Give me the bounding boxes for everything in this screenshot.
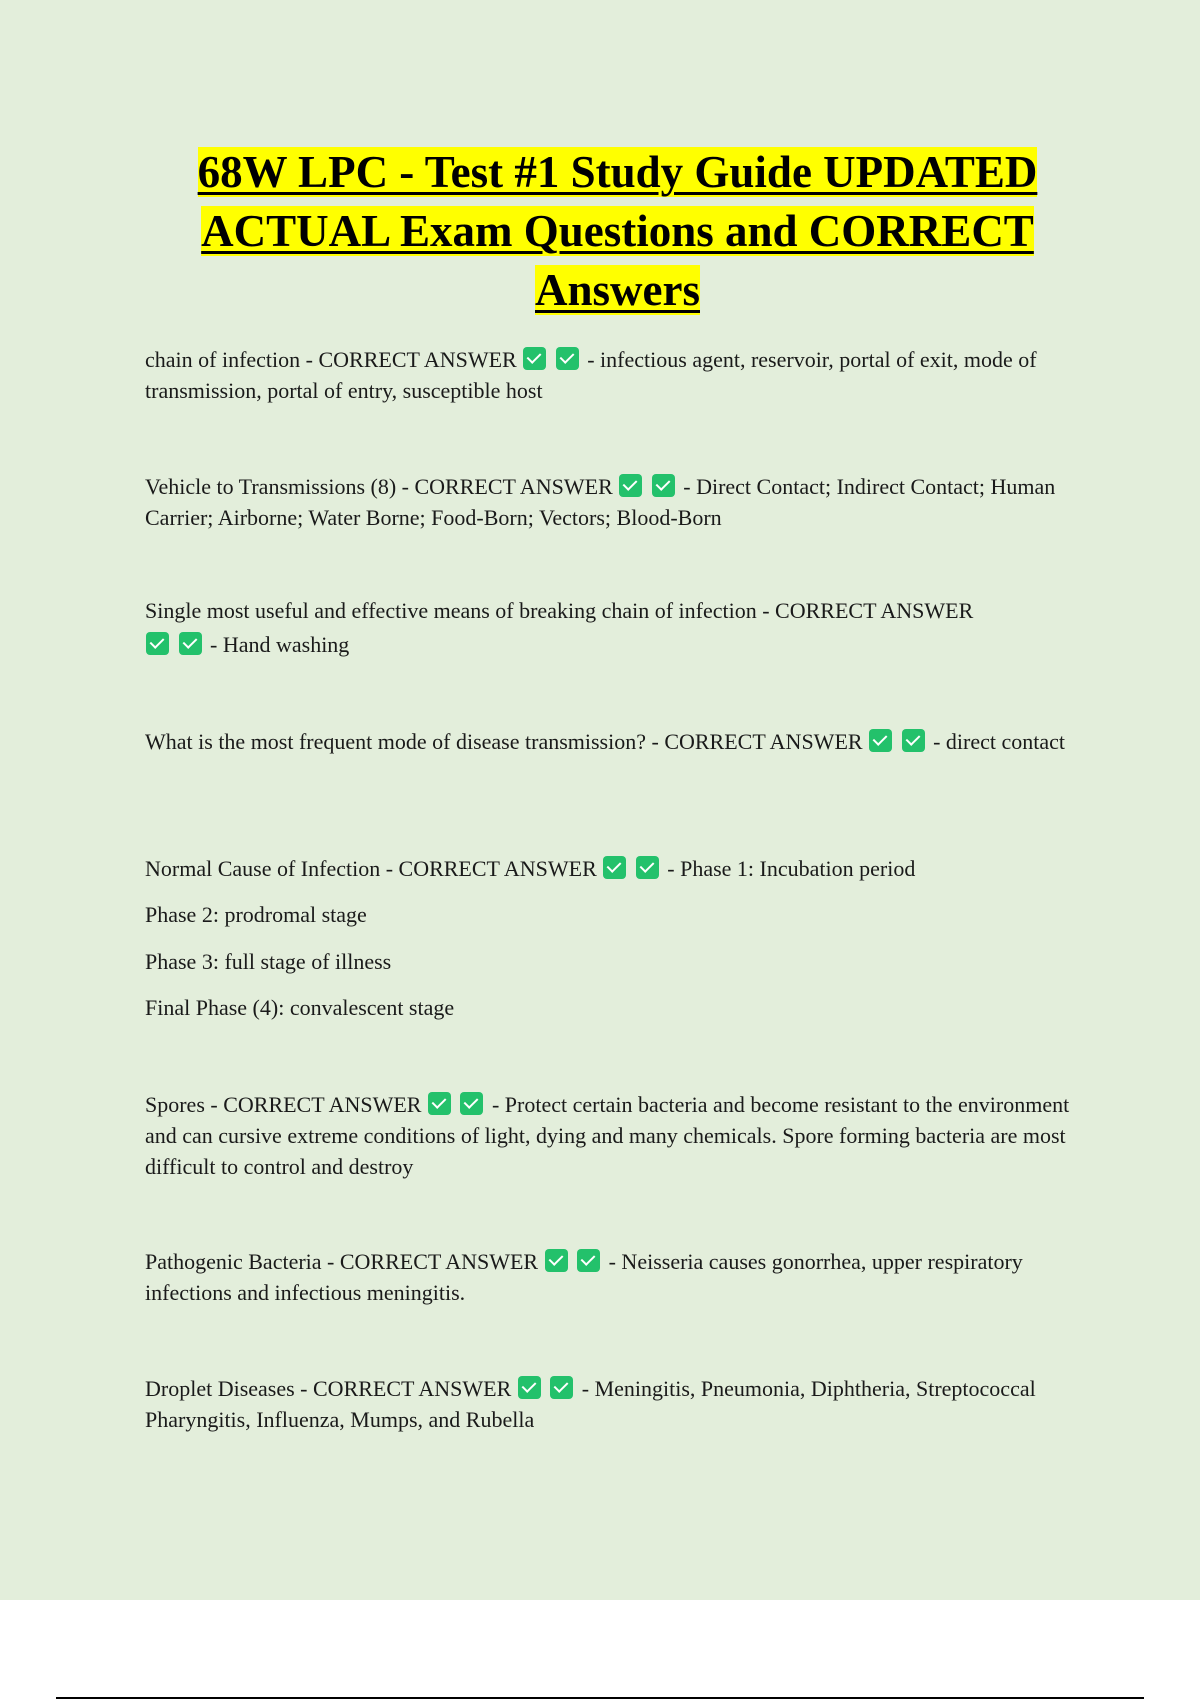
qa-item: [145, 471, 1095, 533]
check-box-icon: [652, 474, 675, 497]
check-box-icon: [179, 632, 202, 655]
check-box-icon: [550, 1376, 573, 1399]
qa-item: [145, 1089, 1095, 1182]
check-box-icon: [146, 632, 169, 655]
phase-line: Phase 2: prodromal stage: [145, 902, 367, 927]
check-box-icon: [636, 856, 659, 879]
answer-text: - Hand washing: [210, 632, 350, 657]
question-text: Pathogenic Bacteria - CORRECT ANSWER: [145, 1249, 539, 1274]
phase-line: Final Phase (4): convalescent stage: [145, 995, 455, 1020]
check-box-icon: [518, 1376, 541, 1399]
check-box-icon: [619, 474, 642, 497]
check-box-icon: [603, 856, 626, 879]
qa-item: [145, 1246, 1095, 1308]
qa-item: [145, 1373, 1095, 1435]
answer-text: - Meningitis, Pneumonia, Diphtheria, Streptococcal Pharyngitis, Influenza, Mumps, and Rubella: [145, 1376, 1036, 1432]
question-text: Spores - CORRECT ANSWER: [145, 1092, 422, 1117]
qa-item: [145, 853, 1095, 884]
answer-text: - direct contact: [933, 729, 1065, 754]
question-text: chain of infection - CORRECT ANSWER: [145, 347, 517, 372]
question-text: What is the most frequent mode of disease transmission? - CORRECT ANSWER: [145, 729, 863, 754]
answer-text: - Protect certain bacteria and become resistant to the environment and can cursive extreme conditions of light, dying and many chemicals. Spore forming bacteria are most difficult to control and destroy: [145, 1092, 1070, 1179]
check-box-icon: [556, 347, 579, 370]
check-box-icon: [428, 1092, 451, 1115]
check-box-icon: [460, 1092, 483, 1115]
question-text: Single most useful and effective means of breaking chain of infection - CORRECT ANSWER: [145, 598, 974, 623]
footer-divider: [56, 1697, 1144, 1699]
document-title-text: 68W LPC - Test #1 Study Guide UPDATED ACTUAL Exam Questions and CORRECT Answers: [197, 147, 1038, 315]
question-text: Vehicle to Transmissions (8) - CORRECT ANSWER: [145, 474, 613, 499]
check-box-icon: [545, 1249, 568, 1272]
document-title: [120, 143, 1115, 320]
check-box-icon: [902, 729, 925, 752]
check-box-icon: [577, 1249, 600, 1272]
check-box-icon: [523, 347, 546, 370]
question-text: Droplet Diseases - CORRECT ANSWER: [145, 1376, 512, 1401]
qa-item: [145, 726, 1095, 757]
check-box-icon: [869, 729, 892, 752]
answer-text: - Direct Contact; Indirect Contact; Human Carrier; Airborne; Water Borne; Food-Born; Vectors; Blood-Born: [145, 474, 1056, 530]
answer-text: - infectious agent, reservoir, portal of exit, mode of transmission, portal of entry, susceptible host: [145, 347, 1037, 403]
answer-text: - Neisseria causes gonorrhea, upper respiratory infections and infectious meningitis.: [145, 1249, 1023, 1305]
phase-line: Phase 3: full stage of illness: [145, 949, 392, 974]
answer-text: - Phase 1: Incubation period: [667, 856, 916, 881]
question-text: Normal Cause of Infection - CORRECT ANSWER: [145, 856, 597, 881]
qa-item: [145, 594, 975, 662]
qa-item: [145, 344, 1095, 406]
